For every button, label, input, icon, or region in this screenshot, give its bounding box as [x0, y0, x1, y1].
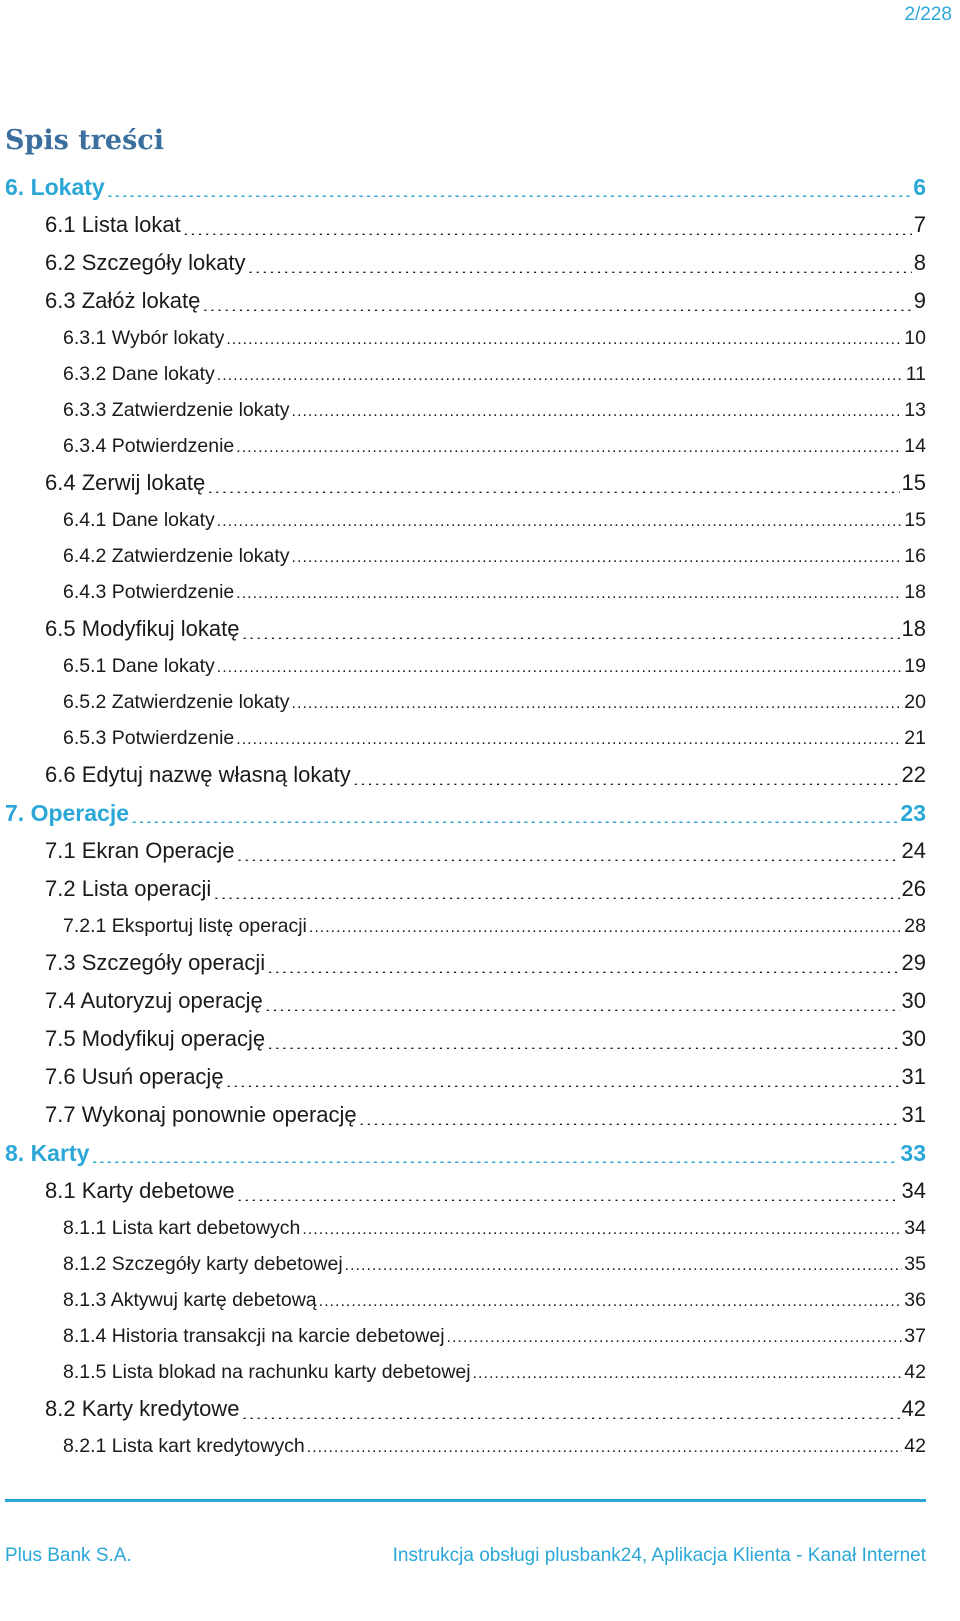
toc-entry-label: 7.1 Ekran Operacje — [45, 838, 235, 863]
toc-dot-leader — [226, 334, 902, 346]
toc-entry-page-number: 15 — [904, 508, 926, 531]
toc-entry[interactable] — [0, 244, 960, 282]
toc-dot-leader — [241, 627, 899, 639]
toc-entry[interactable] — [0, 206, 960, 244]
footer-document-title: Instrukcja obsługi plusbank24, Aplikacja Klienta - Kanał Internet — [392, 1545, 926, 1566]
toc-entry-page-number: 18 — [901, 616, 926, 641]
toc-entry[interactable] — [0, 464, 960, 502]
toc-entry-label: 6.4.2 Zatwierdzenie lokaty — [63, 544, 290, 567]
toc-dot-leader — [236, 734, 902, 746]
toc-entry-label: 8.1.2 Szczegóły karty debetowej — [63, 1252, 343, 1275]
toc-entry[interactable] — [0, 684, 960, 720]
toc-dot-leader — [265, 999, 900, 1011]
toc-entry-label: 8. Karty — [5, 1139, 90, 1166]
toc-dot-leader — [241, 1407, 899, 1419]
toc-entry[interactable] — [0, 356, 960, 392]
toc-dot-leader — [183, 223, 912, 235]
toc-dot-leader — [302, 1224, 902, 1236]
toc-entry-label: 8.2.1 Lista kart kredytowych — [63, 1434, 305, 1457]
toc-entry-label: 6.5.2 Zatwierdzenie lokaty — [63, 690, 290, 713]
toc-entry[interactable] — [0, 870, 960, 908]
toc-entry[interactable] — [0, 1210, 960, 1246]
toc-entry-page-number: 26 — [901, 876, 926, 901]
toc-entry-page-number: 42 — [904, 1360, 926, 1383]
toc-entry-page-number: 31 — [901, 1064, 926, 1089]
toc-entry[interactable] — [0, 1318, 960, 1354]
toc-entry[interactable] — [0, 574, 960, 610]
toc-entry-label: 6.4 Zerwij lokatę — [45, 470, 206, 495]
toc-dot-leader — [267, 1037, 899, 1049]
toc-entry-label: 6.3 Załóż lokatę — [45, 288, 201, 313]
toc-entry-page-number: 34 — [901, 1178, 926, 1203]
toc-entry[interactable] — [0, 610, 960, 648]
toc-entry-page-number: 7 — [913, 212, 926, 237]
toc-entry-page-number: 33 — [900, 1139, 926, 1166]
toc-dot-leader — [292, 406, 903, 418]
toc-dot-leader — [292, 698, 903, 710]
toc-entry[interactable] — [0, 794, 960, 832]
toc-entry-label: 7.4 Autoryzuj operację — [45, 988, 263, 1013]
toc-entry-page-number: 42 — [904, 1434, 926, 1457]
toc-dot-leader — [359, 1113, 900, 1125]
toc-entry-label: 6.5.1 Dane lokaty — [63, 654, 215, 677]
toc-entry-page-number: 21 — [904, 726, 926, 749]
toc-entry[interactable] — [0, 720, 960, 756]
toc-dot-leader — [207, 481, 899, 493]
toc-entry-page-number: 30 — [901, 1026, 926, 1051]
toc-dot-leader — [213, 887, 899, 899]
toc-entry-page-number: 34 — [904, 1216, 926, 1239]
toc-title: Spis treści — [5, 125, 165, 156]
toc-dot-leader — [307, 1442, 903, 1454]
toc-entry-page-number: 22 — [901, 762, 926, 787]
toc-entry[interactable] — [0, 982, 960, 1020]
toc-entry-label: 6.5 Modyfikuj lokatę — [45, 616, 240, 641]
toc-entry-page-number: 11 — [905, 362, 926, 385]
toc-entry-page-number: 28 — [904, 914, 926, 937]
toc-dot-leader — [473, 1368, 903, 1380]
toc-entry[interactable] — [0, 908, 960, 944]
toc-entry-page-number: 14 — [904, 434, 926, 457]
toc-dot-leader — [107, 185, 911, 197]
toc-entry-label: 7.2.1 Eksportuj listę operacji — [63, 914, 307, 937]
toc-dot-leader — [236, 588, 902, 600]
toc-entry[interactable] — [0, 1096, 960, 1134]
toc-entry[interactable] — [0, 168, 960, 206]
toc-entry-label: 6.6 Edytuj nazwę własną lokaty — [45, 762, 351, 787]
toc-entry-label: 7. Operacje — [5, 799, 130, 826]
toc-entry[interactable] — [0, 1354, 960, 1390]
toc-dot-leader — [309, 922, 902, 934]
toc-dot-leader — [131, 811, 898, 823]
toc-entry-label: 6.3.2 Dane lokaty — [63, 362, 215, 385]
toc-entry[interactable] — [0, 648, 960, 684]
toc-entry-label: 6.1 Lista lokat — [45, 212, 181, 237]
toc-entry-page-number: 36 — [904, 1288, 926, 1311]
toc-dot-leader — [237, 849, 900, 861]
toc-entry-page-number: 42 — [901, 1396, 926, 1421]
toc-entry-label: 6.2 Szczegóły lokaty — [45, 250, 246, 275]
toc-entry-label: 6.4.3 Potwierdzenie — [63, 580, 235, 603]
toc-entry-page-number: 10 — [904, 326, 926, 349]
toc-entry-page-number: 8 — [913, 250, 926, 275]
toc-entry-page-number: 30 — [901, 988, 926, 1013]
toc-entry-label: 6.4.1 Dane lokaty — [63, 508, 215, 531]
toc-entry-label: 8.1.1 Lista kart debetowych — [63, 1216, 301, 1239]
toc-dot-leader — [91, 1151, 898, 1163]
toc-dot-leader — [226, 1075, 900, 1087]
toc-entry-label: 7.2 Lista operacji — [45, 876, 212, 901]
toc-entry[interactable] — [0, 428, 960, 464]
toc-dot-leader — [292, 552, 903, 564]
toc-entry[interactable] — [0, 320, 960, 356]
page-number: 2/228 — [904, 4, 952, 25]
toc-dot-leader — [217, 662, 903, 674]
toc-entry-page-number: 16 — [904, 544, 926, 567]
toc-entry[interactable] — [0, 1390, 960, 1428]
toc-entry-label: 6.5.3 Potwierdzenie — [63, 726, 235, 749]
toc-entry-page-number: 31 — [901, 1102, 926, 1127]
toc-entry-label: 7.7 Wykonaj ponownie operację — [45, 1102, 357, 1127]
toc-entry-label: 7.3 Szczegóły operacji — [45, 950, 266, 975]
toc-entry[interactable] — [0, 756, 960, 794]
toc-entry[interactable] — [0, 282, 960, 320]
toc-entry-page-number: 15 — [901, 470, 926, 495]
toc-entry-label: 6.3.1 Wybór lokaty — [63, 326, 225, 349]
toc-dot-leader — [237, 1189, 900, 1201]
toc-entry[interactable] — [0, 1282, 960, 1318]
footer-divider — [5, 1499, 926, 1502]
toc-entry-page-number: 24 — [901, 838, 926, 863]
table-of-contents — [0, 168, 960, 1464]
toc-entry-label: 8.1 Karty debetowe — [45, 1178, 235, 1203]
toc-dot-leader — [217, 516, 903, 528]
toc-entry[interactable] — [0, 502, 960, 538]
toc-entry-page-number: 35 — [904, 1252, 926, 1275]
toc-entry-page-number: 13 — [904, 398, 926, 421]
toc-entry[interactable] — [0, 538, 960, 574]
toc-entry[interactable] — [0, 1172, 960, 1210]
toc-entry[interactable] — [0, 1020, 960, 1058]
toc-entry[interactable] — [0, 1058, 960, 1096]
toc-entry-page-number: 9 — [913, 288, 926, 313]
toc-entry-label: 8.1.5 Lista blokad na rachunku karty debetowej — [63, 1360, 471, 1383]
toc-entry[interactable] — [0, 392, 960, 428]
toc-entry-label: 6.3.3 Zatwierdzenie lokaty — [63, 398, 290, 421]
footer-company: Plus Bank S.A. — [5, 1545, 132, 1566]
toc-entry-label: 8.1.4 Historia transakcji na karcie debetowej — [63, 1324, 445, 1347]
toc-entry-page-number: 29 — [901, 950, 926, 975]
toc-entry-label: 8.2 Karty kredytowe — [45, 1396, 240, 1421]
toc-dot-leader — [236, 442, 902, 454]
toc-entry-label: 7.6 Usuń operację — [45, 1064, 224, 1089]
toc-dot-leader — [319, 1296, 903, 1308]
toc-entry-page-number: 37 — [904, 1324, 926, 1347]
toc-entry-label: 8.1.3 Aktywuj kartę debetową — [63, 1288, 317, 1311]
toc-dot-leader — [267, 961, 899, 973]
toc-entry-label: 7.5 Modyfikuj operację — [45, 1026, 266, 1051]
toc-entry-page-number: 18 — [904, 580, 926, 603]
toc-entry[interactable] — [0, 1428, 960, 1464]
toc-entry-page-number: 20 — [904, 690, 926, 713]
toc-entry-page-number: 6 — [913, 173, 926, 200]
toc-dot-leader — [345, 1260, 903, 1272]
toc-entry-label: 6.3.4 Potwierdzenie — [63, 434, 235, 457]
toc-entry[interactable] — [0, 1134, 960, 1172]
toc-entry-label: 6. Lokaty — [5, 173, 105, 200]
toc-dot-leader — [248, 261, 912, 273]
toc-entry[interactable] — [0, 1246, 960, 1282]
toc-entry[interactable] — [0, 944, 960, 982]
toc-dot-leader — [353, 773, 900, 785]
toc-entry-page-number: 19 — [904, 654, 926, 677]
toc-dot-leader — [447, 1332, 903, 1344]
toc-entry-page-number: 23 — [900, 799, 926, 826]
toc-dot-leader — [202, 299, 911, 311]
toc-dot-leader — [217, 370, 904, 382]
toc-entry[interactable] — [0, 832, 960, 870]
